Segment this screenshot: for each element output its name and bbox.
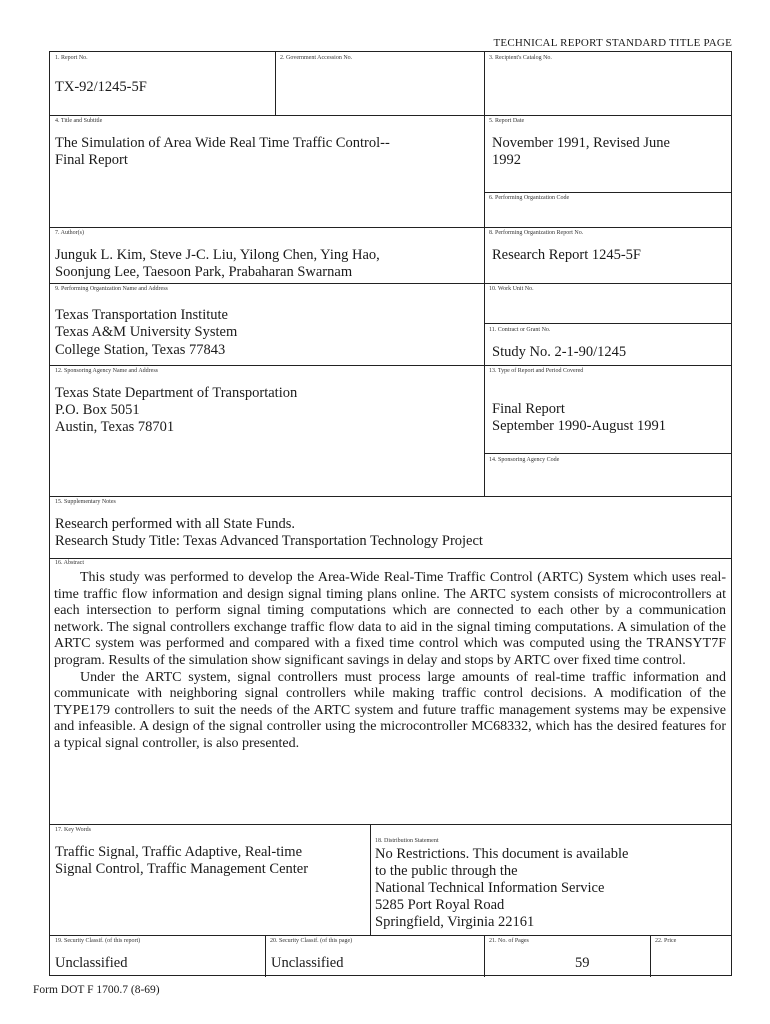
form-id: Form DOT F 1700.7 (8-69) — [33, 984, 160, 996]
key-words-line-1: Traffic Signal, Traffic Adaptive, Real-time — [55, 844, 303, 860]
abstract-paragraph-2: Under the ARTC system, signal controllers must process large amounts of real-time traffic information and communicate with neighboring signal controllers while making traffic control decisions. A modification of the TYPE179 controllers to suit the needs of the ARTC system and future traffic management systems may be expensive and infeasible. A design of the signal controller using the microcontroller MC68332, which has the desired features for a typical signal controller, is also presented. — [54, 669, 726, 751]
sponsor-label: 12. Sponsoring Agency Name and Address — [55, 368, 158, 374]
authors-line-1: Junguk L. Kim, Steve J-C. Liu, Yilong Chen, Ying Hao, — [55, 247, 380, 263]
security-report-value: Unclassified — [55, 955, 128, 971]
performing-org-line-3: College Station, Texas 77843 — [55, 342, 226, 358]
contract-value: Study No. 2-1-90/1245 — [492, 344, 627, 360]
report-no-value: TX-92/1245-5F — [55, 79, 147, 95]
report-form — [49, 51, 732, 976]
sponsor-line-2: P.O. Box 5051 — [55, 402, 140, 418]
org-report-no-label: 8. Performing Organization Report No. — [489, 230, 584, 236]
report-type-line-2: September 1990-August 1991 — [492, 418, 666, 434]
distribution-line-2: to the public through the — [375, 863, 518, 879]
report-type-line-1: Final Report — [492, 401, 565, 417]
price-label: 22. Price — [655, 938, 677, 944]
distribution-line-4: 5285 Port Royal Road — [375, 897, 505, 913]
sponsor-line-1: Texas State Department of Transportation — [55, 385, 298, 401]
abstract-body — [54, 570, 726, 753]
title-line-1: The Simulation of Area Wide Real Time Traffic Control-- — [55, 135, 390, 151]
sponsor-line-3: Austin, Texas 78701 — [55, 419, 175, 435]
title-line-2: Final Report — [55, 152, 128, 168]
security-page-label: 20. Security Classif. (of this page) — [270, 938, 353, 944]
abstract-paragraph-1: This study was performed to develop the Area-Wide Real-Time Traffic Control (ARTC) System which uses real-time traffic flow information and design signal timing plans online. The ARTC system consists of microcontrollers at each intersection to perform signal timing computations which are connected to each other by a communication network. The signal controllers exchange traffic flow data to aid in the signal timing computations. A simulation of the ARTC system was performed and compared with a fixed time control which was computed using the TRANSYT7F program. Results of the simulation show significant savings in delay and stops by ARTC over fixed time control. — [54, 570, 726, 668]
catalog-no-label: 3. Recipient's Catalog No. — [489, 55, 552, 61]
report-date-line-1: November 1991, Revised June — [492, 135, 670, 151]
sponsor-code-label: 14. Sponsoring Agency Code — [489, 457, 560, 463]
key-words-line-2: Signal Control, Traffic Management Center — [55, 861, 309, 877]
report-type-label: 13. Type of Report and Period Covered — [489, 368, 584, 374]
num-pages-label: 21. No. of Pages — [489, 938, 529, 944]
abstract-label: 16. Abstract — [55, 560, 84, 566]
num-pages-value: 59 — [575, 955, 590, 971]
authors-label: 7. Author(s) — [55, 230, 84, 236]
authors-line-2: Soonjung Lee, Taesoon Park, Prabaharan Swarnam — [55, 264, 353, 280]
report-no-label: 1. Report No. — [55, 55, 88, 61]
performing-org-line-2: Texas A&M University System — [55, 324, 238, 340]
distribution-label: 18. Distribution Statement — [375, 838, 439, 844]
report-date-label: 5. Report Date — [489, 118, 525, 124]
org-report-no-value: Research Report 1245-5F — [492, 247, 641, 263]
performing-org-line-1: Texas Transportation Institute — [55, 307, 228, 323]
supplementary-line-2: Research Study Title: Texas Advanced Transportation Technology Project — [55, 533, 483, 549]
supplementary-line-1: Research performed with all State Funds. — [55, 516, 295, 532]
contract-label: 11. Contract or Grant No. — [489, 327, 551, 333]
security-report-label: 19. Security Classif. (of this report) — [55, 938, 141, 944]
distribution-line-3: National Technical Information Service — [375, 880, 605, 896]
supplementary-label: 15. Supplementary Notes — [55, 499, 116, 505]
form-header-title: TECHNICAL REPORT STANDARD TITLE PAGE — [493, 37, 732, 49]
distribution-line-5: Springfield, Virginia 22161 — [375, 914, 535, 930]
performing-org-label: 9. Performing Organization Name and Address — [55, 286, 168, 292]
key-words-label: 17. Key Words — [55, 827, 91, 833]
work-unit-label: 10. Work Unit No. — [489, 286, 534, 292]
report-date-line-2: 1992 — [492, 152, 521, 168]
distribution-line-1: No Restrictions. This document is available — [375, 846, 629, 862]
title-label: 4. Title and Subtitle — [55, 118, 103, 124]
security-page-value: Unclassified — [271, 955, 344, 971]
org-code-label: 6. Performing Organization Code — [489, 195, 570, 201]
accession-no-label: 2. Government Accession No. — [280, 55, 353, 61]
